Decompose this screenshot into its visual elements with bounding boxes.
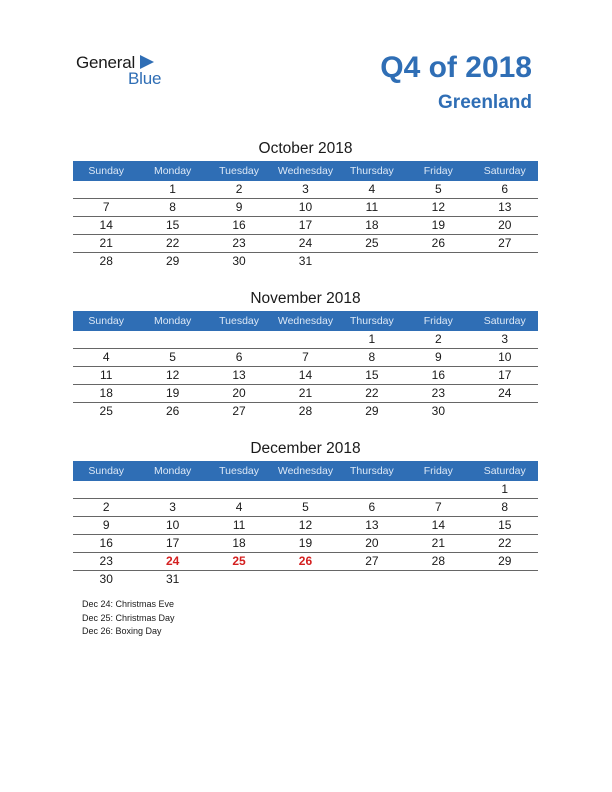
day-cell: 2 <box>235 182 243 196</box>
day-cell: 1 <box>501 482 509 496</box>
day-cell: 28 <box>298 404 313 418</box>
weekday-header: Saturday <box>483 465 526 477</box>
day-cell: 20 <box>232 386 246 400</box>
month-title: October 2018 <box>258 140 353 157</box>
day-cell: 27 <box>232 404 246 418</box>
month-block <box>73 439 538 588</box>
day-cell <box>73 181 139 198</box>
week-row <box>73 385 538 403</box>
day-cell <box>139 481 205 498</box>
week-row <box>73 235 538 253</box>
weekday-header: Thursday <box>350 315 394 327</box>
day-cell: 10 <box>298 200 313 214</box>
holiday-note: Dec 24: Christmas Eve <box>82 599 175 609</box>
day-cell: 19 <box>298 536 313 550</box>
day-cell: 20 <box>365 536 379 550</box>
day-cell: 16 <box>232 218 246 232</box>
day-cell: 15 <box>165 218 180 232</box>
day-cell: 14 <box>99 218 113 232</box>
holiday-date: 25 <box>232 554 246 568</box>
day-cell: 29 <box>165 254 180 268</box>
weekday-header: Friday <box>423 465 453 477</box>
day-cell: 17 <box>498 368 512 382</box>
day-cell: 1 <box>368 332 376 346</box>
day-cell <box>472 253 538 270</box>
week-row <box>73 553 538 571</box>
weekday-header: Sunday <box>88 315 125 327</box>
week-row <box>73 199 538 217</box>
weekday-header: Saturday <box>483 165 526 177</box>
day-cell: 7 <box>102 200 110 214</box>
day-cell: 8 <box>501 500 509 514</box>
day-cell: 27 <box>365 554 379 568</box>
day-cell <box>339 571 405 588</box>
day-cell: 14 <box>298 368 313 382</box>
week-row <box>73 181 538 199</box>
day-cell: 12 <box>298 518 313 532</box>
day-cell: 25 <box>99 404 113 418</box>
day-cell <box>405 253 471 270</box>
weekday-header: Wednesday <box>277 465 334 477</box>
week-row <box>73 331 538 349</box>
day-cell <box>339 253 405 270</box>
weekday-header: Wednesday <box>277 315 334 327</box>
month-title: December 2018 <box>250 440 361 457</box>
day-cell: 4 <box>235 500 243 514</box>
day-cell: 27 <box>498 236 512 250</box>
logo-word-general: General <box>76 53 136 72</box>
day-cell: 14 <box>431 518 445 532</box>
day-cell <box>139 331 205 348</box>
day-cell: 4 <box>102 350 110 364</box>
day-cell <box>405 481 471 498</box>
page-subtitle: Greenland <box>438 92 532 113</box>
day-cell: 8 <box>169 200 176 214</box>
week-row <box>73 367 538 385</box>
day-cell: 10 <box>498 350 512 364</box>
day-cell: 26 <box>165 404 180 418</box>
week-row <box>73 571 538 588</box>
day-cell: 1 <box>169 182 176 196</box>
holiday-note: Dec 25: Christmas Day <box>82 612 175 623</box>
weekday-header: Tuesday <box>219 165 259 177</box>
day-cell: 29 <box>365 404 379 418</box>
day-cell: 26 <box>431 236 445 250</box>
week-row <box>73 499 538 517</box>
day-cell: 9 <box>102 518 110 532</box>
day-cell: 7 <box>434 500 442 514</box>
day-cell: 19 <box>431 218 445 232</box>
day-cell: 23 <box>99 554 113 568</box>
weekday-header: Monday <box>153 165 192 177</box>
week-row <box>73 481 538 499</box>
day-cell: 6 <box>235 350 243 364</box>
month-title: November 2018 <box>250 290 361 307</box>
month-block <box>73 289 538 420</box>
week-row <box>73 217 538 235</box>
day-cell: 9 <box>235 200 243 214</box>
day-cell <box>272 331 338 348</box>
day-cell: 28 <box>431 554 445 568</box>
day-cell: 18 <box>232 536 246 550</box>
logo-triangle-icon <box>140 55 154 69</box>
weekday-header: Friday <box>423 165 453 177</box>
day-cell: 6 <box>368 500 376 514</box>
day-cell: 3 <box>302 182 309 196</box>
weekday-header-row <box>73 461 538 481</box>
day-cell <box>73 481 139 498</box>
day-cell: 31 <box>165 572 180 586</box>
month-block <box>73 139 538 270</box>
day-cell: 5 <box>302 500 309 514</box>
day-cell: 21 <box>431 536 445 550</box>
brand-logo <box>76 52 176 92</box>
day-cell: 8 <box>368 350 376 364</box>
day-cell: 23 <box>431 386 445 400</box>
day-cell: 6 <box>501 182 509 196</box>
day-cell <box>472 571 538 588</box>
day-cell: 15 <box>498 518 512 532</box>
day-cell: 13 <box>232 368 246 382</box>
day-cell: 22 <box>365 386 379 400</box>
day-cell: 12 <box>165 368 180 382</box>
week-row <box>73 403 538 420</box>
day-cell: 31 <box>298 254 313 268</box>
week-row <box>73 517 538 535</box>
week-row <box>73 535 538 553</box>
day-cell: 24 <box>498 386 512 400</box>
weekday-header: Thursday <box>350 465 394 477</box>
day-cell: 22 <box>498 536 512 550</box>
weekday-header-row <box>73 311 538 331</box>
day-cell: 18 <box>99 386 113 400</box>
day-cell: 2 <box>102 500 110 514</box>
day-cell: 4 <box>368 182 376 196</box>
holiday-date: 24 <box>165 554 180 568</box>
day-cell: 30 <box>232 254 246 268</box>
day-cell: 11 <box>232 518 246 532</box>
page-title: Q4 of 2018 <box>380 51 532 84</box>
day-cell: 10 <box>165 518 180 532</box>
day-cell: 16 <box>99 536 113 550</box>
day-cell: 5 <box>169 350 176 364</box>
day-cell: 17 <box>298 218 313 232</box>
day-cell: 11 <box>99 368 113 382</box>
day-cell: 13 <box>498 200 512 214</box>
day-cell: 23 <box>232 236 246 250</box>
day-cell: 20 <box>498 218 512 232</box>
day-cell: 18 <box>365 218 379 232</box>
day-cell <box>472 403 538 420</box>
day-cell: 30 <box>99 572 113 586</box>
day-cell: 9 <box>434 350 442 364</box>
holiday-date: 26 <box>298 554 313 568</box>
day-cell: 24 <box>298 236 313 250</box>
day-cell <box>206 571 272 588</box>
day-cell: 25 <box>365 236 379 250</box>
day-cell: 11 <box>365 200 379 214</box>
day-cell: 30 <box>431 404 445 418</box>
weekday-header: Wednesday <box>277 165 334 177</box>
day-cell: 13 <box>365 518 379 532</box>
day-cell <box>73 331 139 348</box>
day-cell: 3 <box>169 500 176 514</box>
day-cell: 2 <box>434 332 442 346</box>
day-cell: 21 <box>298 386 313 400</box>
day-cell: 28 <box>99 254 113 268</box>
day-cell: 12 <box>431 200 445 214</box>
weekday-header: Tuesday <box>219 315 259 327</box>
weekday-header: Monday <box>153 315 192 327</box>
day-cell <box>272 481 338 498</box>
day-cell: 15 <box>365 368 379 382</box>
day-cell: 29 <box>498 554 512 568</box>
day-cell <box>272 571 338 588</box>
weekday-header: Monday <box>153 465 192 477</box>
weekday-header: Sunday <box>88 465 125 477</box>
week-row <box>73 253 538 270</box>
day-cell <box>405 571 471 588</box>
day-cell: 16 <box>431 368 445 382</box>
holiday-notes <box>82 598 175 639</box>
week-row <box>73 349 538 367</box>
weekday-header: Saturday <box>483 315 526 327</box>
day-cell: 3 <box>501 332 509 346</box>
day-cell: 7 <box>302 350 309 364</box>
weekday-header: Friday <box>423 315 453 327</box>
day-cell: 21 <box>99 236 113 250</box>
holiday-note: Dec 26: Boxing Day <box>82 626 162 636</box>
weekday-header-row <box>73 161 538 181</box>
day-cell: 19 <box>165 386 180 400</box>
day-cell <box>206 331 272 348</box>
day-cell: 17 <box>165 536 180 550</box>
day-cell <box>206 481 272 498</box>
day-cell <box>339 481 405 498</box>
weekday-header: Thursday <box>350 165 394 177</box>
weekday-header: Tuesday <box>219 465 259 477</box>
weekday-header: Sunday <box>88 165 125 177</box>
day-cell: 22 <box>165 236 180 250</box>
day-cell: 5 <box>434 182 442 196</box>
logo-word-blue: Blue <box>128 69 162 88</box>
